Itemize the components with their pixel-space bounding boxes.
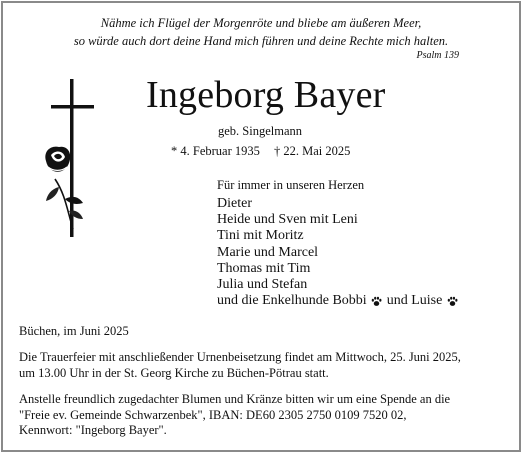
donation-line: Anstelle freundlich zugedachter Blumen und Kränze bitten wir um eine Spende an die — [19, 392, 451, 406]
enkelhunde-line — [217, 293, 459, 309]
rose-icon — [45, 147, 83, 229]
mourner-name: Julia und Stefan — [217, 277, 308, 293]
donation-line: Kennwort: "Ingeborg Bayer". — [19, 423, 167, 437]
birth-name: geb. Singelmann — [218, 124, 303, 138]
paw-print-icon — [447, 296, 458, 307]
mourners-list — [217, 196, 459, 309]
paw-print-icon — [371, 296, 382, 307]
mourner-name: Thomas mit Tim — [217, 260, 311, 276]
enkelhunde-middle: und Luise — [386, 293, 443, 309]
birth-date: * 4. Februar 1935 — [171, 144, 260, 158]
ceremony-line: um 13.00 Uhr in der St. Georg Kirche zu Büchen-Pötrau statt. — [19, 365, 329, 380]
tribute-text: Für immer in unseren Herzen — [217, 178, 365, 192]
enkelhunde-prefix: und die Enkelhunde Bobbi — [217, 293, 367, 309]
verse-line-1: Nähme ich Flügel der Morgenröte und bliebe am äußeren Meer, — [100, 16, 422, 30]
cross-icon — [43, 79, 113, 239]
donation-line: "Freie ev. Gemeinde Schwarzenbek", IBAN: DE60 2305 2750 0109 7520 02, — [19, 407, 407, 422]
death-date: † 22. Mai 2025 — [274, 144, 351, 158]
mourner-name: Tini mit Moritz — [217, 228, 304, 244]
donation-info — [19, 392, 450, 439]
mourner-name: Marie und Marcel — [217, 244, 319, 260]
mourner-name: Dieter — [217, 196, 252, 211]
ceremony-info — [19, 350, 461, 381]
verse-line-2: so würde auch dort deine Hand mich führen und deine Rechte mich halten. — [73, 34, 449, 48]
place-date: Büchen, im Juni 2025 — [19, 324, 129, 338]
ceremony-line: Die Trauerfeier mit anschließender Urnenbeisetzung findet am Mittwoch, 25. Juni 2025, — [19, 350, 461, 364]
obituary-notice — [1, 1, 521, 452]
verse-source: Psalm 139 — [416, 50, 459, 61]
deceased-name: Ingeborg Bayer — [146, 74, 386, 116]
mourner-name: Heide und Sven mit Leni — [217, 212, 358, 228]
